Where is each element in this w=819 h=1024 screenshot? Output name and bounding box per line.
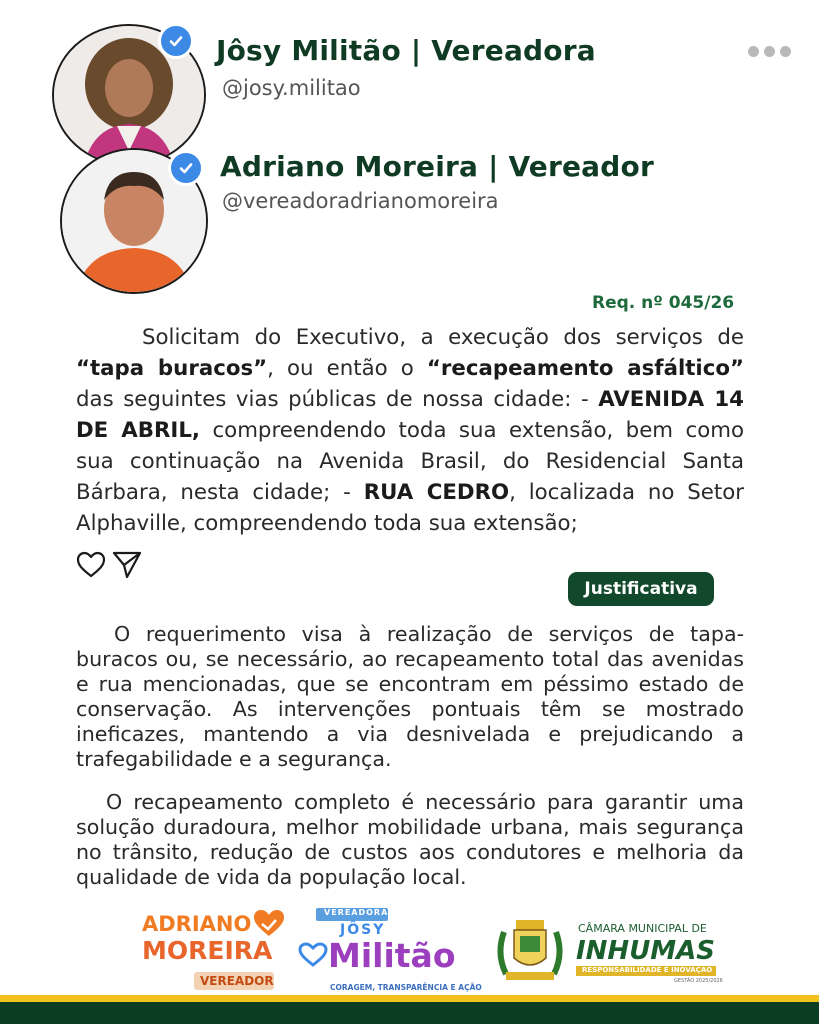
post-body-text: compreendendo toda sua extensão, bem como sua continuação na Avenida Brasil, do Residencial Santa Bárbara, nesta cidade; - bbox=[76, 418, 745, 505]
more-options-icon[interactable] bbox=[748, 46, 791, 57]
share-button[interactable] bbox=[111, 550, 143, 580]
camara-logo-small: GESTÃO 2025/2026 bbox=[674, 978, 723, 984]
adriano-logo-line2: MOREIRA bbox=[142, 936, 273, 965]
justification-paragraph-2: O recapeamento completo é necessário para garantir uma solução duradoura, melhor mobilidade urbana, mais segurança no trânsito, redução de custos aos condutores e melhoria da qualidade de vida da população local. bbox=[76, 790, 744, 889]
post-body-text: das seguintes vias públicas de nossa cidade: - bbox=[76, 387, 599, 412]
like-button[interactable] bbox=[76, 551, 106, 579]
josy-militao-logo bbox=[296, 906, 486, 996]
request-number: Req. nº 045/26 bbox=[592, 293, 735, 313]
footer-stripe-green bbox=[0, 1002, 819, 1024]
adriano-logo-line1: ADRIANO bbox=[142, 912, 252, 936]
profile-handle-josy[interactable]: @josy.militao bbox=[222, 76, 361, 100]
justification-paragraph-1: O requerimento visa à realização de serviços de tapa-buracos ou, se necessário, ao recapeamento total das avenidas e rua mencionadas, que se encontram em péssimo estado de conservação. As intervenções pontuais têm se mostrado ineficazes, mantendo a via desnivelada e prejudicando a trafegabilidade e a segurança. bbox=[76, 622, 744, 771]
profile-name-josy[interactable]: Jôsy Militão | Vereadora bbox=[216, 34, 596, 67]
heart-icon bbox=[298, 942, 328, 968]
post-body-text: , localizada no Setor Alphaville, compreendendo toda sua extensão; bbox=[76, 480, 744, 536]
adriano-moreira-logo bbox=[140, 908, 290, 994]
post-body-bold: “tapa buracos” bbox=[76, 356, 268, 381]
heart-icon bbox=[76, 551, 106, 579]
justification-badge: Justificativa bbox=[568, 572, 714, 606]
camara-logo-line2: INHUMAS bbox=[576, 936, 716, 966]
josy-logo-slogan: CORAGEM, TRANSPARÊNCIA E AÇÃO bbox=[330, 983, 482, 992]
post-body-bold: AVENIDA 14 DE ABRIL, bbox=[76, 387, 744, 443]
josy-logo-top: VEREADORA bbox=[324, 908, 389, 917]
post-body-text: Solicitam do Executivo, a execução dos serviços de bbox=[142, 325, 744, 350]
profile-handle-adriano[interactable]: @vereadoradrianomoreira bbox=[222, 189, 499, 213]
adriano-logo-tag: VEREADOR bbox=[200, 974, 274, 988]
footer-stripe-yellow bbox=[0, 995, 819, 1002]
verified-badge-icon bbox=[168, 150, 204, 186]
josy-logo-line2: Militão bbox=[328, 936, 456, 975]
inhumas-coat-of-arms-icon bbox=[494, 914, 566, 988]
heart-hands-icon bbox=[252, 908, 286, 938]
post-body-bold: “recapeamento asfáltico” bbox=[426, 356, 744, 381]
camara-inhumas-logo bbox=[574, 920, 724, 986]
camara-logo-tag: RESPONSABILIDADE E INOVAÇÃO bbox=[582, 966, 713, 974]
profile-name-adriano[interactable]: Adriano Moreira | Vereador bbox=[220, 150, 654, 183]
camara-logo-line1: CÂMARA MUNICIPAL DE bbox=[578, 922, 707, 935]
josy-logo-line1: JÔSY bbox=[340, 922, 386, 938]
post-body-bold: RUA CEDRO bbox=[363, 480, 510, 505]
send-icon bbox=[111, 550, 143, 580]
verified-badge-icon bbox=[158, 23, 194, 59]
post-body bbox=[76, 322, 744, 539]
post-body-text: , ou então o bbox=[267, 356, 427, 381]
